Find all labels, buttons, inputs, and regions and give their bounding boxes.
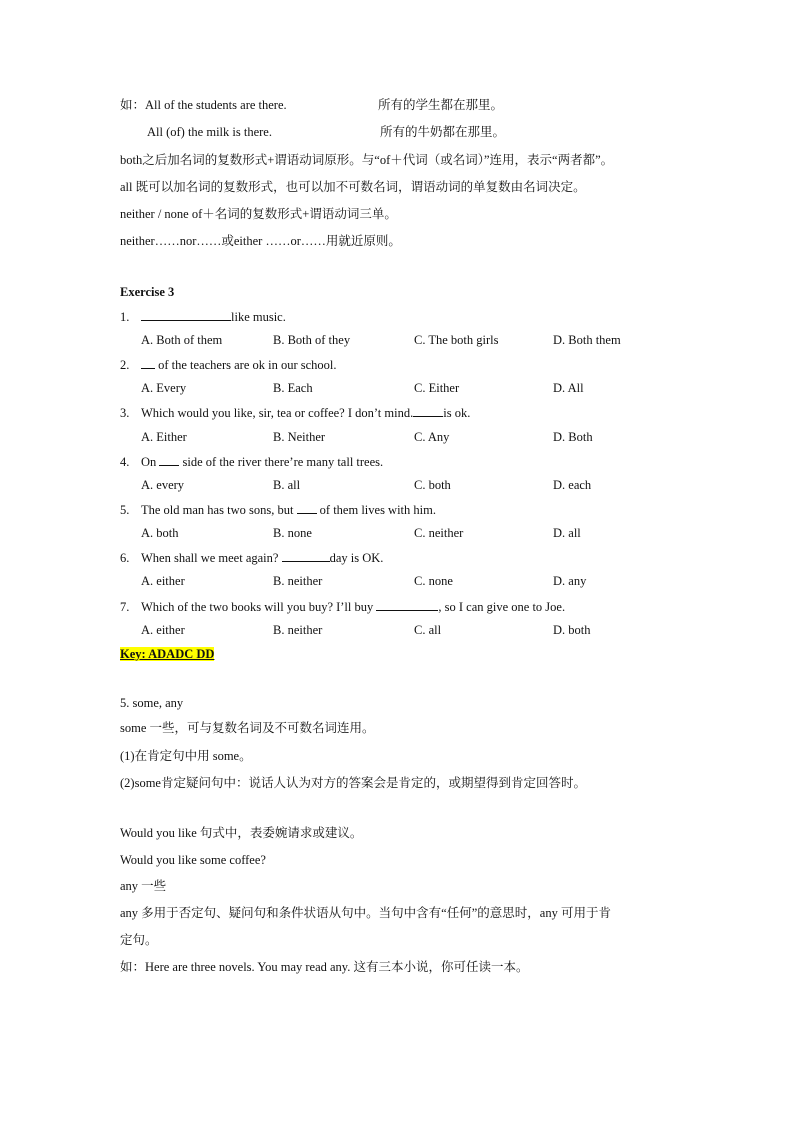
example-chinese-2: 所有的牛奶都在那里。 [380, 125, 506, 139]
question-number: 2. [120, 358, 130, 372]
question-4: 4. On side of the river there’re many tall trees. [120, 455, 384, 469]
answer-key [120, 646, 214, 662]
q6-option-d[interactable]: D. any [553, 574, 587, 588]
example-english: All of the students are there. [145, 98, 287, 112]
question-2: 2. of the teachers are ok in our school. [120, 358, 337, 372]
q5-option-d[interactable]: D. all [553, 526, 581, 540]
answer-blank[interactable] [141, 308, 231, 321]
question-number: 4. [120, 455, 130, 469]
rule-neither: neither / none of＋名词的复数形式+谓语动词三单。 [120, 207, 397, 221]
q3-option-a[interactable]: A. Either [141, 430, 187, 444]
q1-option-c[interactable]: C. The both girls [414, 333, 499, 347]
answer-blank[interactable] [159, 453, 179, 466]
answer-blank[interactable] [413, 404, 443, 417]
example-line-2: All (of) the milk is there. [147, 125, 272, 139]
q2-option-c[interactable]: C. Either [414, 381, 460, 395]
example-line-1 [120, 97, 287, 113]
q5-option-c[interactable]: C. neither [414, 526, 464, 540]
question-5: 5. The old man has two sons, but of them lives with him. [120, 503, 436, 517]
question-number: 1. [120, 310, 130, 324]
exercise-title: Exercise 3 [120, 285, 175, 299]
example-prefix: 如： [120, 98, 146, 112]
q6-option-b[interactable]: B. neither [273, 574, 323, 588]
any-rule-line-2: 定句。 [120, 933, 158, 947]
answer-blank[interactable] [297, 501, 317, 514]
any-example: 如：Here are three novels. You may read any. 这有三本小说，你可任读一本。 [120, 960, 529, 974]
rule-neither-nor: neither……nor……或either ……or……用就近原则。 [120, 234, 401, 248]
question-3: 3. Which would you like, sir, tea or coffee? I don’t mind. is ok. [120, 406, 471, 420]
q7-option-c[interactable]: C. all [414, 623, 442, 637]
q1-option-a[interactable]: A. Both of them [141, 333, 223, 347]
answer-blank[interactable] [282, 549, 330, 562]
would-you-like-rule: Would you like 句式中，表委婉请求或建议。 [120, 826, 363, 840]
question-number: 6. [120, 551, 130, 565]
q6-option-c[interactable]: C. none [414, 574, 453, 588]
q7-option-b[interactable]: B. neither [273, 623, 323, 637]
question-1: 1. like music. [120, 310, 286, 324]
question-number: 3. [120, 406, 130, 420]
section-heading: 5. some, any [120, 696, 184, 710]
q2-option-d[interactable]: D. All [553, 381, 584, 395]
q5-option-b[interactable]: B. none [273, 526, 312, 540]
answer-blank[interactable] [141, 356, 155, 369]
q7-option-d[interactable]: D. both [553, 623, 591, 637]
q3-option-c[interactable]: C. Any [414, 430, 450, 444]
some-rule-2: (2)some肯定疑问句中：说话人认为对方的答案会是肯定的，或期望得到肯定回答时。 [120, 776, 586, 790]
answer-blank[interactable] [376, 598, 438, 611]
q4-option-c[interactable]: C. both [414, 478, 451, 492]
q4-option-b[interactable]: B. all [273, 478, 301, 492]
q6-option-a[interactable]: A. either [141, 574, 185, 588]
question-6: 6. When shall we meet again? day is OK. [120, 551, 384, 565]
q1-option-d[interactable]: D. Both them [553, 333, 621, 347]
some-definition: some 一些，可与复数名词及不可数名词连用。 [120, 721, 375, 735]
q5-option-a[interactable]: A. both [141, 526, 179, 540]
some-rule-1: (1)在肯定句中用 some。 [120, 749, 252, 763]
rule-both: both之后加名词的复数形式+谓语动词原形。与“of＋代词（或名词）”连用，表示“两者都”。 [120, 153, 614, 167]
q7-option-a[interactable]: A. either [141, 623, 185, 637]
q4-option-a[interactable]: A. every [141, 478, 185, 492]
q2-option-b[interactable]: B. Each [273, 381, 313, 395]
answer-key-highlight: Key: ADADC DD [120, 647, 215, 661]
q3-option-d[interactable]: D. Both [553, 430, 593, 444]
q3-option-b[interactable]: B. Neither [273, 430, 326, 444]
any-definition: any 一些 [120, 879, 167, 893]
q1-option-b[interactable]: B. Both of they [273, 333, 351, 347]
q2-option-a[interactable]: A. Every [141, 381, 187, 395]
any-rule-line-1: any 多用于否定句、疑问句和条件状语从句中。当句中含有“任何”的意思时，any 可用于肯 [120, 906, 611, 920]
would-you-like-example: Would you like some coffee? [120, 853, 266, 867]
q4-option-d[interactable]: D. each [553, 478, 592, 492]
question-7: 7. Which of the two books will you buy? I’ll buy , so I can give one to Joe. [120, 600, 566, 614]
rule-all: all 既可以加名词的复数形式，也可以加不可数名词，谓语动词的单复数由名词决定。 [120, 180, 586, 194]
example-chinese-1: 所有的学生都在那里。 [378, 98, 504, 112]
question-number: 7. [120, 600, 130, 614]
question-number: 5. [120, 503, 130, 517]
